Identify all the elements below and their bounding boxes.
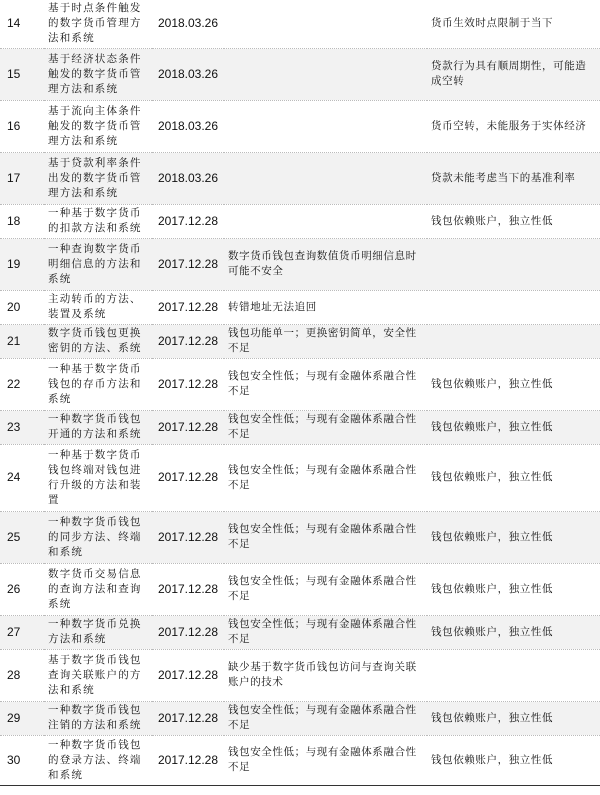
problem-cell: 钱包安全性低；与现有金融体系融合性不足 [224, 511, 427, 563]
problem-cell: 贷款行为具有顺周期性，可能造成空转 [427, 48, 600, 100]
problem-cell [224, 204, 427, 238]
patent-name: 基于经济状态条件触发的数字货币管理方法和系统 [44, 48, 152, 100]
filing-date: 2017.12.28 [152, 444, 224, 511]
filing-date: 2017.12.28 [152, 701, 224, 735]
problem-cell: 数字货币钱包查询数值货币明细信息时可能不安全 [224, 238, 427, 290]
problem-cell: 钱包依赖账户，独立性低 [427, 204, 600, 238]
problem-cell: 钱包安全性低；与现有金融体系融合性不足 [224, 563, 427, 615]
problem-cell: 转错地址无法追回 [224, 290, 427, 324]
patent-name: 基于流向主体条件触发的数字货币管理方法和系统 [44, 100, 152, 152]
filing-date: 2017.12.28 [152, 290, 224, 324]
patent-name: 一种基于数字货币的扣款方法和系统 [44, 204, 152, 238]
filing-date: 2017.12.28 [152, 615, 224, 649]
filing-date: 2018.03.26 [152, 100, 224, 152]
patent-name: 一种数字货币钱包的登录方法、终端和系统 [44, 735, 152, 785]
filing-date: 2017.12.28 [152, 410, 224, 444]
table-row [0, 563, 600, 615]
problem-cell: 钱包安全性低；与现有金融体系融合性不足 [224, 701, 427, 735]
filing-date: 2017.12.28 [152, 735, 224, 785]
table-row [0, 100, 600, 152]
problem-cell: 钱包依赖账户，独立性低 [427, 358, 600, 410]
filing-date: 2017.12.28 [152, 358, 224, 410]
filing-date: 2017.12.28 [152, 238, 224, 290]
row-number: 16 [0, 100, 44, 152]
table-row [0, 324, 600, 358]
patent-name: 一种基于数字货币钱包终端对钱包进行升级的方法和装置 [44, 444, 152, 511]
table-row [0, 649, 600, 701]
filing-date: 2018.03.26 [152, 152, 224, 204]
problem-cell [224, 0, 427, 48]
filing-date: 2017.12.28 [152, 324, 224, 358]
problem-cell: 钱包安全性低；与现有金融体系融合性不足 [224, 358, 427, 410]
filing-date: 2017.12.28 [152, 511, 224, 563]
filing-date: 2017.12.28 [152, 649, 224, 701]
problem-cell: 钱包依赖账户，独立性低 [427, 563, 600, 615]
table-row [0, 358, 600, 410]
problem-cell [427, 290, 600, 324]
row-number: 15 [0, 48, 44, 100]
row-number: 18 [0, 204, 44, 238]
problem-cell: 钱包依赖账户，独立性低 [427, 735, 600, 785]
row-number: 29 [0, 701, 44, 735]
problem-cell: 货币生效时点限制于当下 [427, 0, 600, 48]
table-row [0, 511, 600, 563]
problem-cell: 钱包安全性低；与现有金融体系融合性不足 [224, 615, 427, 649]
problem-cell [427, 649, 600, 701]
table-row [0, 701, 600, 735]
filing-date: 2018.03.26 [152, 48, 224, 100]
problem-cell: 钱包依赖账户，独立性低 [427, 511, 600, 563]
table-row [0, 615, 600, 649]
table-row [0, 238, 600, 290]
patent-name: 基于数字货币钱包查询关联账户的方法和系统 [44, 649, 152, 701]
table-row [0, 410, 600, 444]
row-number: 21 [0, 324, 44, 358]
problem-cell [224, 100, 427, 152]
row-number: 28 [0, 649, 44, 701]
problem-cell [427, 324, 600, 358]
row-number: 17 [0, 152, 44, 204]
patent-name: 基于时点条件触发的数字货币管理方法和系统 [44, 0, 152, 48]
row-number: 19 [0, 238, 44, 290]
problem-cell: 钱包依赖账户，独立性低 [427, 615, 600, 649]
problem-cell [224, 48, 427, 100]
patent-name: 一种数字货币钱包的同步方法、终端和系统 [44, 511, 152, 563]
filing-date: 2017.12.28 [152, 204, 224, 238]
problem-cell: 钱包依赖账户，独立性低 [427, 444, 600, 511]
problem-cell: 钱包依赖账户，独立性低 [427, 410, 600, 444]
row-number: 27 [0, 615, 44, 649]
table-row [0, 48, 600, 100]
patent-name: 一种数字货币钱包注销的方法和系统 [44, 701, 152, 735]
filing-date: 2018.03.26 [152, 0, 224, 48]
table-row [0, 0, 600, 48]
table-row [0, 735, 600, 785]
filing-date: 2017.12.28 [152, 563, 224, 615]
problem-cell: 钱包安全性低；与现有金融体系融合性不足 [224, 410, 427, 444]
problem-cell: 钱包安全性低；与现有金融体系融合性不足 [224, 444, 427, 511]
row-number: 24 [0, 444, 44, 511]
patent-name: 一种查询数字货币明细信息的方法和系统 [44, 238, 152, 290]
problem-cell [224, 152, 427, 204]
problem-cell: 钱包依赖账户，独立性低 [427, 701, 600, 735]
table-row [0, 204, 600, 238]
patent-name: 一种基于数字货币钱包的存币方法和系统 [44, 358, 152, 410]
problem-cell: 钱包功能单一；更换密钥简单，安全性不足 [224, 324, 427, 358]
row-number: 20 [0, 290, 44, 324]
table-row [0, 290, 600, 324]
patent-name: 一种数字货币兑换方法和系统 [44, 615, 152, 649]
patent-name: 基于贷款利率条件出发的数字货币管理方法和系统 [44, 152, 152, 204]
patent-name: 主动转币的方法、装置及系统 [44, 290, 152, 324]
row-number: 23 [0, 410, 44, 444]
table-row [0, 444, 600, 511]
patent-name: 数字货币钱包更换密钥的方法、系统 [44, 324, 152, 358]
patent-name: 一种数字货币钱包开通的方法和系统 [44, 410, 152, 444]
problem-cell: 货币空转，未能服务于实体经济 [427, 100, 600, 152]
table-row [0, 152, 600, 204]
problem-cell: 缺少基于数字货币钱包访问与查询关联账户的技术 [224, 649, 427, 701]
row-number: 30 [0, 735, 44, 785]
problem-cell: 钱包安全性低；与现有金融体系融合性不足 [224, 735, 427, 785]
row-number: 22 [0, 358, 44, 410]
problem-cell: 贷款未能考虑当下的基准利率 [427, 152, 600, 204]
patent-name: 数字货币交易信息的查询方法和查询系统 [44, 563, 152, 615]
row-number: 25 [0, 511, 44, 563]
row-number: 26 [0, 563, 44, 615]
problem-cell [427, 238, 600, 290]
row-number: 14 [0, 0, 44, 48]
